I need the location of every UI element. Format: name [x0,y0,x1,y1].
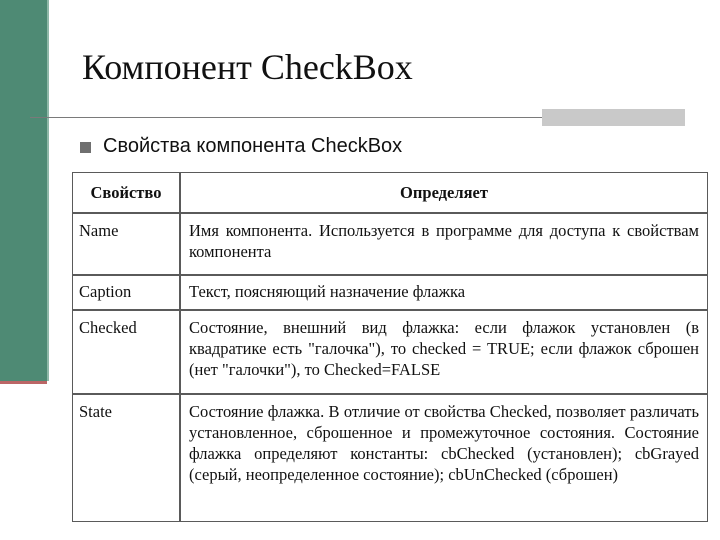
accent-bar [0,0,47,381]
table-row [72,394,708,522]
accent-bar-edge [47,0,49,381]
table-row [72,310,708,394]
property-description: Имя компонента. Используется в программе для доступа к свойствам компонента [180,213,708,275]
properties-table [72,172,708,522]
slide-title: Компонент CheckBox [82,47,413,87]
bullet-item [80,135,402,158]
header-defines: Определяет [180,172,708,213]
table-row [72,275,708,310]
property-name: Caption [72,275,180,310]
property-name: Name [72,213,180,275]
property-description: Состояние флажка. В отличие от свойства Checked, позволяет различать установленное, сброшенное и промежуточное состояния. Состояние флажка определяют константы: cbChecked (установлен); cbGrayed (серый, неопределенное состояние); cbUnChecked (сброшен) [180,394,708,522]
square-bullet-icon [80,142,91,153]
property-name: State [72,394,180,522]
accent-bar-tail [0,381,47,384]
property-name: Checked [72,310,180,394]
bullet-text: Свойства компонента CheckBox [103,135,403,157]
header-property: Свойство [72,172,180,213]
table-header-row [72,172,708,213]
title-divider-block [542,109,685,126]
table-row [72,213,708,275]
property-description: Текст, поясняющий назначение флажка [180,275,708,310]
property-description: Состояние, внешний вид флажка: если флажок установлен (в квадратике есть "галочка"), то checked = TRUE; если флажок сброшен (нет "галочки"), то Checked=FALSE [180,310,708,394]
